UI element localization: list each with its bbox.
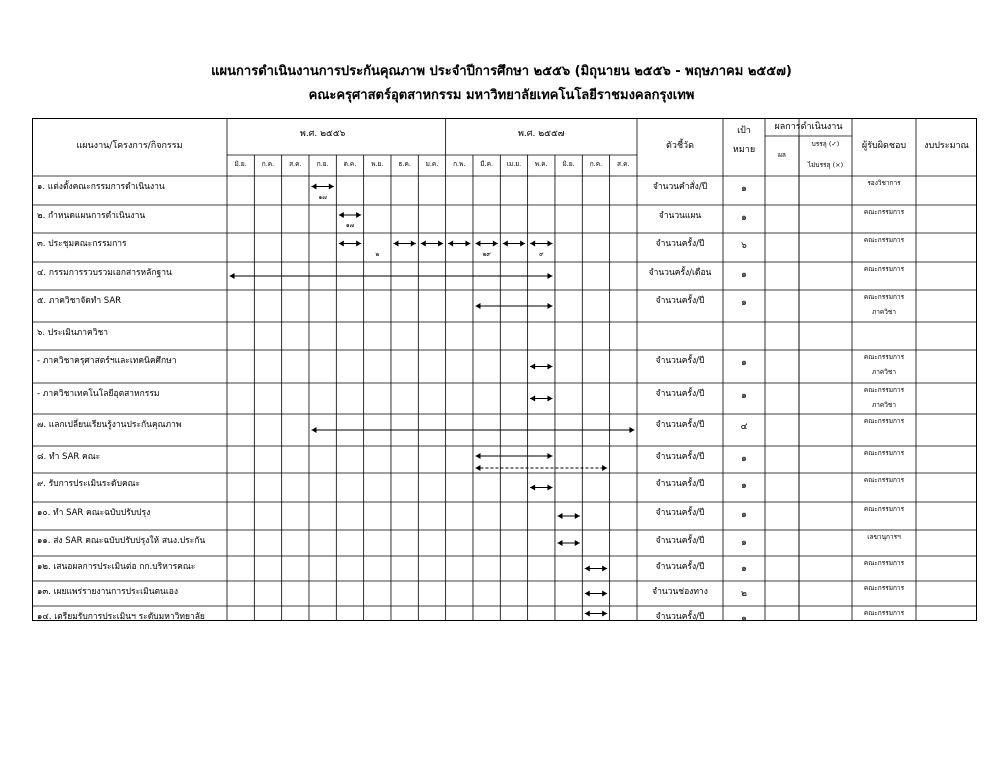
activity-label: ๕. ภาควิชาจัดทำ SAR	[37, 296, 122, 306]
month-header: ต.ค.	[343, 160, 357, 168]
activity-label: ๑๓. เผยแพร่รายงานการประเมินตนเอง	[37, 587, 178, 597]
responsible-cell: คณะกรรมการ	[863, 208, 905, 216]
arrowhead	[547, 273, 552, 279]
target-cell: ๑	[741, 391, 747, 401]
arrowhead	[547, 453, 552, 459]
target-cell: ๑	[741, 538, 747, 548]
arrowhead	[311, 184, 316, 190]
month-header: ธ.ค.	[398, 160, 411, 168]
target-cell: ๖	[741, 241, 747, 251]
arrowhead	[503, 241, 508, 247]
indicator-cell: จำนวนครั้ง/ปี	[655, 239, 705, 249]
arrowhead	[475, 241, 480, 247]
activity-label: ๒. กำหนดแผนการดำเนินงาน	[37, 211, 146, 221]
target-cell: ๑	[741, 510, 747, 520]
arrowhead	[557, 513, 562, 519]
arrowhead	[329, 184, 334, 190]
responsible-cell: คณะกรรมการ	[863, 609, 905, 617]
arrowhead	[547, 396, 552, 402]
plan-table	[32, 118, 977, 624]
date-note: ๑๗	[345, 222, 355, 229]
document-subtitle: คณะครุศาสตร์อุตสาหกรรม มหาวิทยาลัยเทคโนโลยีราชมงคลกรุงเทพ	[308, 88, 695, 103]
arrowhead	[475, 465, 480, 471]
date-note: ๒	[375, 251, 380, 258]
arrowhead	[547, 303, 552, 309]
arrowhead	[230, 273, 235, 279]
target-cell: ๑	[741, 454, 747, 464]
result-value-header: ผล	[778, 151, 786, 159]
arrowhead	[339, 241, 344, 247]
arrowhead	[339, 212, 344, 218]
responsible-cell: คณะกรรมการ	[863, 449, 905, 457]
indicator-cell: จำนวนแผน	[658, 211, 702, 221]
target-header: หมาย	[732, 145, 756, 155]
year-header: พ.ศ. ๒๕๕๗	[518, 129, 565, 139]
target-header: เป้า	[737, 126, 751, 136]
target-cell: ๑	[741, 358, 747, 368]
activity-label: ๓. ประชุมคณะกรรมการ	[37, 239, 127, 249]
date-note: ๙	[539, 251, 544, 258]
arrowhead	[356, 212, 361, 218]
activity-label: ๗. แลกเปลี่ยนเรียนรู้งานประกันคุณภาพ	[37, 420, 182, 430]
indicator-cell: จำนวนคำสั่ง/ปี	[652, 182, 708, 192]
responsible-cell: รองวิชาการ	[867, 179, 901, 187]
arrowhead	[547, 364, 552, 370]
arrowhead	[585, 611, 590, 617]
arrowhead	[557, 540, 562, 546]
responsible-cell: ภาควิชา	[872, 308, 896, 316]
activity-label: ๑. แต่งตั้งคณะกรรมการดำเนินงาน	[37, 182, 165, 192]
arrowhead	[530, 485, 535, 491]
activity-label: ๖. ประเมินภาควิชา	[37, 328, 109, 338]
month-header: ก.ค.	[589, 160, 603, 168]
responsible-cell: คณะกรรมการ	[863, 236, 905, 244]
arrowhead	[602, 566, 607, 572]
responsible-cell: คณะกรรมการ	[863, 476, 905, 484]
target-cell: ๔	[740, 422, 748, 432]
target-cell: ๑	[741, 213, 747, 223]
indicator-cell: จำนวนครั้ง/ปี	[655, 536, 705, 546]
activity-header: แผนงาน/โครงการ/กิจกรรม	[76, 141, 183, 151]
date-note: ๑๗	[318, 194, 327, 201]
not-achieved-header: ไม่บรรลุ (×)	[807, 161, 844, 169]
responsible-cell: คณะกรรมการ	[863, 584, 905, 592]
arrowhead	[411, 241, 416, 247]
indicator-cell: จำนวนครั้ง/ปี	[655, 452, 705, 462]
arrowhead	[585, 591, 590, 597]
arrowhead	[629, 427, 634, 433]
target-cell: ๑	[741, 481, 747, 491]
date-note: ๒๙	[482, 251, 491, 258]
indicator-cell: จำนวนครั้ง/ปี	[655, 356, 705, 366]
arrowhead	[575, 513, 580, 519]
month-header: เม.ย.	[506, 160, 522, 168]
indicator-cell: จำนวนครั้ง/เดือน	[648, 268, 712, 278]
indicator-cell: จำนวนครั้ง/ปี	[655, 296, 705, 306]
month-header: มิ.ย.	[562, 160, 575, 168]
arrowhead	[475, 303, 480, 309]
achieved-header: บรรลุ (✓)	[811, 140, 840, 148]
target-cell: ๑	[741, 298, 747, 308]
responsible-header: ผู้รับผิดชอบ	[861, 141, 907, 151]
activity-label: ๑๒. เสนอผลการประเมินต่อ กก.บริหารคณะ	[37, 562, 196, 572]
indicator-cell: จำนวนช่องทาง	[652, 587, 708, 597]
arrowhead	[530, 364, 535, 370]
arrowhead	[585, 566, 590, 572]
arrowhead	[356, 241, 361, 247]
responsible-cell: คณะกรรมการ	[863, 417, 905, 425]
month-header: พ.ค.	[534, 160, 548, 168]
responsible-cell: คณะกรรมการ	[863, 353, 905, 361]
month-header: ก.ย.	[316, 160, 329, 168]
activity-label: ๙. รับการประเมินระดับคณะ	[37, 479, 141, 489]
indicator-cell: จำนวนครั้ง/ปี	[655, 562, 705, 572]
indicator-cell: จำนวนครั้ง/ปี	[655, 508, 705, 518]
activity-label: - ภาควิชาเทคโนโลยีอุตสาหกรรม	[37, 389, 160, 399]
month-header: ม.ค.	[425, 160, 439, 168]
month-header: ก.พ.	[453, 160, 466, 168]
target-cell: ๑	[741, 614, 747, 624]
arrowhead	[311, 427, 316, 433]
month-header: มี.ค.	[480, 160, 494, 168]
arrowhead	[530, 396, 535, 402]
arrowhead	[475, 453, 480, 459]
indicator-cell: จำนวนครั้ง/ปี	[655, 389, 705, 399]
month-header: พ.ย.	[371, 160, 384, 168]
target-cell: ๑	[741, 270, 747, 280]
responsible-cell: คณะกรรมการ	[863, 293, 905, 301]
activity-label: ๔. กรรมการรวบรวมเอกสารหลักฐาน	[37, 268, 172, 278]
responsible-cell: คณะกรรมการ	[863, 265, 905, 273]
target-cell: ๑	[741, 184, 747, 194]
responsible-cell: คณะกรรมการ	[863, 386, 905, 394]
indicator-cell: จำนวนครั้ง/ปี	[655, 479, 705, 489]
indicator-header: ตัวชี้วัด	[666, 141, 694, 151]
month-header: ส.ค.	[617, 160, 630, 168]
arrowhead	[493, 241, 498, 247]
activity-label: ๑๑. ส่ง SAR คณะฉบับปรับปรุงให้ สนง.ประกัน	[37, 536, 206, 546]
activity-label: ๑๔. เตรียมรับการประเมินฯ ระดับมหาวิทยาลัย	[37, 612, 205, 622]
activity-label: ๑๐. ทำ SAR คณะฉบับปรับปรุง	[37, 508, 151, 518]
activity-label: - ภาควิชาครุศาสตร์ฯและเทคนิคศึกษา	[37, 356, 177, 366]
arrowhead	[547, 241, 552, 247]
budget-header: งบประมาณ	[924, 141, 969, 151]
responsible-cell: ภาควิชา	[872, 368, 896, 376]
month-header: มิ.ย.	[234, 160, 247, 168]
month-header: ก.ค.	[261, 160, 275, 168]
responsible-cell: คณะกรรมการ	[863, 559, 905, 567]
target-cell: ๒	[741, 589, 747, 599]
arrowhead	[547, 485, 552, 491]
indicator-cell: จำนวนครั้ง/ปี	[655, 612, 705, 622]
arrowhead	[448, 241, 453, 247]
responsible-cell: คณะกรรมการ	[863, 505, 905, 513]
responsible-cell: ภาควิชา	[872, 401, 896, 409]
arrowhead	[575, 540, 580, 546]
responsible-cell: เลขานุการฯ	[867, 533, 901, 541]
target-cell: ๑	[741, 564, 747, 574]
year-header: พ.ศ. ๒๕๕๖	[299, 129, 346, 139]
arrowhead	[602, 611, 607, 617]
document-title: แผนการดำเนินงานการประกันคุณภาพ ประจำปีการศึกษา ๒๕๕๖ (มิถุนายน ๒๕๕๖ - พฤษภาคม ๒๕๕๗)	[211, 64, 792, 79]
arrowhead	[602, 465, 607, 471]
arrowhead	[465, 241, 470, 247]
arrowhead	[520, 241, 525, 247]
result-header: ผลการดำเนินงาน	[774, 122, 843, 132]
arrowhead	[438, 241, 443, 247]
month-header: ส.ค.	[289, 160, 302, 168]
indicator-cell: จำนวนครั้ง/ปี	[655, 420, 705, 430]
arrowhead	[421, 241, 426, 247]
arrowhead	[530, 241, 535, 247]
arrowhead	[602, 591, 607, 597]
arrowhead	[393, 241, 398, 247]
activity-label: ๘. ทำ SAR คณะ	[37, 452, 101, 462]
